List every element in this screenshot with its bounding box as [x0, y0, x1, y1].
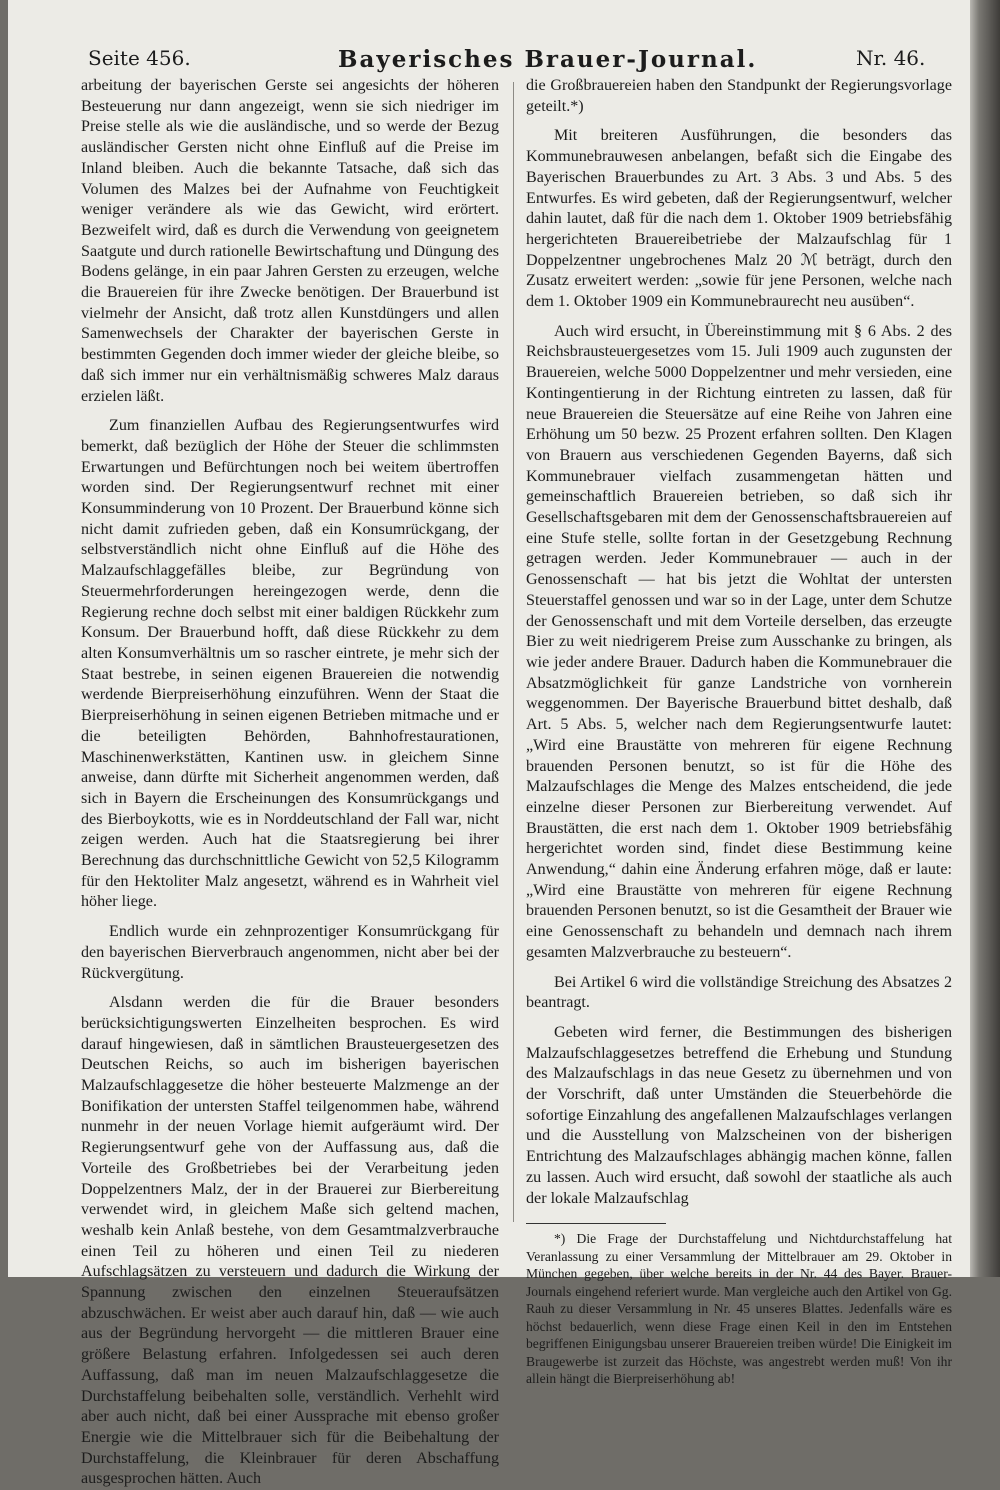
- page-edge-shadow: [970, 0, 1000, 1277]
- paragraph: Zum finanziellen Aufbau des Regierungsentwurfes wird bemerkt, daß bezüglich der Höhe der Steuer die schlimmsten Erwartungen und Befürchtungen noch bei weitem übertroffen worden sind. Der Regierungsentwurf rechnet mit einer Konsumminderung von 10 Prozent. Der Brauerbund könne sich nicht damit zufrieden geben, daß ein Konsumrückgang, der selbstverständlich nicht ohne Einfluß auf die Höhe des Malzaufschlaggefälles bleibe, zur Begründung von Steuermehrforderungen hereingezogen werde, denn die Regierung rechne doch selbst mit einer baldigen Rückkehr zum Konsum. Der Brauerbund hofft, daß diese Rückkehr zu dem alten Konsumverhältnis um so rascher eintrete, je mehr sich der Staat bestrebe, in seinen eigenen Brauereien die notwendig werdende Bierpreiserhöhung einzuführen. Wenn der Staat die Bierpreiserhöhung in seinen eigenen Betrieben mitmache und er die beteiligten Behörden, Bahnhofrestaurationen, Maschinenwerkstätten, Kantinen usw. in gleichem Sinne anweise, dann dürfte mit Sicherheit angenommen werden, daß sich in Bayern die Erscheinungen des Konsumrückgangs und des Bierboykotts, wie es in Norddeutschland der Fall war, nicht zeigen werden. Auch hat die Staatsregierung bei ihrer Berechnung das durchschnittliche Gewicht von 52,5 Kilogramm für den Hektoliter Malz angesetzt, während es in Wahrheit viel höher liege.: [81, 417, 499, 911]
- footnote: *) Die Frage der Durchstaffelung und Nichtdurchstaffelung hat Veranlassung zu einer Versammlung der Mittelbrauer am 29. Oktober in München gegeben, über welche bereits in der Nr. 44 des Bayer. Brauer-Journals eingehend referiert wurde. Man vergleiche auch den Artikel von Gg. Rauh zu dieser Versammlung in Nr. 45 unseres Blattes. Jedenfalls wäre es höchst bedauerlich, wenn diese Frage einen Keil in den im Entstehen begriffenen Einigungsbau unserer Brauereien treiben würde! Die Einigkeit im Braugewerbe ist zurzeit das Höchste, was angestrebt werden muß! Von ihr allein hängt die Bierpreiserhöhung ab!: [526, 1231, 952, 1387]
- left-column: [81, 76, 499, 1488]
- paragraph: Alsdann werden die für die Brauer besonders berücksichtigungswerten Einzelheiten besprochen. Es wird darauf hingewiesen, daß in sämtlichen Brausteuergesetzen des Deutschen Reichs, so auch im bisherigen bayerischen Malzaufschlaggesetze die höher besteuerte Malzmenge an der Bonifikation der untersten Staffel teilgenommen habe, während nunmehr in der neuen Vorlage hiemit aufgeräumt wird. Der Regierungsentwurf gehe von der Auffassung aus, daß die Vorteile des Großbetriebes bei der Verarbeitung jeden Doppelzentners Malz, der in der Brauerei zur Bierbereitung verwendet wird, in gleichem Maße sich geltend machen, weshalb kein Anlaß bestehe, von dem Gesamtmalzverbrauche einen Teil zu höheren und einen Teil zu niederen Aufschlagsätzen zu versteuern und dadurch die Wirkung der Spannung zwischen den einzelnen Steueraufsätzen abzuschwächen. Er weist aber auch darauf hin, daß — wie auch aus der Begründung hervorgeht — die mittleren Brauer eine größere Belastung erfahren. Infolgedessen sei auch deren Auffassung, daß man im neuen Malzaufschlaggesetze die Durchstaffelung beibehalten solle, verständlich. Verhehlt wird aber auch nicht, daß bei einer Aussprache mit ebenso großer Energie wie die Mittelbrauer sich für die Beibehaltung der Durchstaffelung, die Kleinbrauer für deren Abschaffung ausgesprochen hätten. Auch: [81, 994, 499, 1488]
- paragraph: die Großbrauereien haben den Standpunkt der Regierungsvorlage geteilt.*): [526, 77, 952, 115]
- paragraph: Endlich wurde ein zehnprozentiger Konsumrückgang für den bayerischen Bierverbrauch angenommen, nicht aber bei der Rückvergütung.: [81, 923, 499, 982]
- journal-page: [8, 0, 970, 1488]
- page-number: Seite 456.: [88, 46, 191, 70]
- journal-title: Bayerisches Brauer-Journal.: [338, 46, 758, 73]
- page-header: [8, 40, 970, 80]
- paragraph: arbeitung der bayerischen Gerste sei angesichts der höheren Besteuerung nur dann angezeigt, wenn sie sich niedriger im Preise stelle als wie die ausländische, und so werde der Bezug ausländischer Gersten nicht ohne Einfluß auf die Preise im Inland bleiben. Auch die bekannte Tatsache, daß sich das Volumen des Malzes bei der Aufnahme von Feuchtigkeit weniger verändere als wie das Gewicht, wird erörtert. Bezweifelt wird, daß es durch die Verwendung von geeignetem Saatgute und durch rationelle Bewirtschaftung und Düngung des Bodens gelänge, in ein paar Jahren Gersten zu erzeugen, welche die Brauereien für ihre Zwecke benötigen. Der Brauerbund ist vielmehr der Ansicht, daß trotz allen Kunstdüngers und allen Samenwechsels der Charakter der bayerischen Gerste in bestimmten Gegenden doch immer wieder der gleiche bleibe, so daß sich immer nur ein verhältnismäßig schweres Malz daraus erzielen läßt.: [81, 77, 499, 405]
- right-column: [526, 76, 952, 1387]
- column-divider: [513, 82, 514, 1222]
- paragraph: Gebeten wird ferner, die Bestimmungen des bisherigen Malzaufschlaggesetzes betreffend die Erhebung und Stundung des Malzaufschlags in das neue Gesetz zu übernehmen und von der Vorschrift, daß unter Umständen die Steuerbehörde die sofortige Einzahlung des angefallenen Malzaufschlages verlangen und die Ausstellung von Malzscheinen von der bisherigen Entrichtung des Malzaufschlages abhängig machen könne, fallen zu lassen. Auch wird ersucht, daß sowohl der staatliche als auch der lokale Malzaufschlag: [526, 1023, 952, 1207]
- paragraph: Bei Artikel 6 wird die vollständige Streichung des Absatzes 2 beantragt.: [526, 973, 952, 1012]
- paragraph: Auch wird ersucht, in Übereinstimmung mit § 6 Abs. 2 des Reichsbrausteuergesetzes vom 15. Juli 1909 auch zugunsten der Brauereien, welche 5000 Doppelzentner und mehr versieden, eine Kontingentierung in der Richtung eintreten zu lassen, daß für neue Brauereien die Steuersätze auf eine Reihe von Jahren eine Erhöhung um 50 bezw. 25 Prozent erfahren sollten. Den Klagen von Brauern aus verschiedenen Gegenden Bayerns, daß sich Kommunebrauer vielfach zusammengetan hätten und gemeinschaftlich Brauereien betrieben, so daß sich ihr Gesellschaftsgebaren mit dem der Genossenschaftsbrauereien auf eine Stufe stelle, sollte fortan in der Gesetzgebung Rechnung getragen werden. Jeder Kommunebrauer — auch in der Genossenschaft — hat bis jetzt die Wohltat der untersten Steuerstaffel genossen und war so in der Lage, unter dem Schutze der Genossenschaft und mit dem Vorteile derselben, das erzeugte Bier zu weit niedrigerem Preise zum Ausschanke zu bringen, als wie jeder andere Brauer. Dadurch haben die Kommunebrauer die Absatzmöglichkeit für ganze Landstriche von vornherein weggenommen. Der Bayerische Brauerbund bittet deshalb, daß Art. 5 Abs. 5, welcher nach dem Regierungsentwurfe lautet: „Wird eine Braustätte von mehreren für eigene Rechnung brauenden Personen benutzt, so ist für die Höhe des Malzaufschlages die Menge des Malzes entscheidend, die jede einzelne dieser Personen zur Bierbereitung verwendet. Auf Braustätten, die erst nach dem 1. Oktober 1909 betriebsfähig hergerichtet worden sind, findet diese Bestimmung keine Anwendung,“ dahin eine Änderung erfahren möge, daß er laute: „Wird eine Braustätte von mehreren für eigene Rechnung brauenden Personen benutzt, so ist die Gesamtheit der Brauer wie eine Genossenschaft zu behandeln und demnach nach ihrem gesamten Malzverbrauche zu besteuern“.: [526, 322, 952, 961]
- issue-number: Nr. 46.: [856, 46, 926, 70]
- footnote-rule: [526, 1223, 666, 1224]
- paragraph: Mit breiteren Ausführungen, die besonders das Kommunebrauwesen anbelangen, befaßt sich die Eingabe des Bayerischen Brauerbundes zu Art. 3 Abs. 3 und Abs. 5 des Entwurfes. Es wird gebeten, daß der Regierungsentwurf, welcher dahin lautet, daß für die nach dem 1. Oktober 1909 betriebsfähig hergerichteten Brauereibetriebe der Malzaufschlag für 1 Doppelzentner ungebrochenes Malz 20 ℳ beträgt, durch den Zusatz erweitert werden: „sowie für jene Personen, welche nach dem 1. Oktober 1909 ein Kommunebraurecht neu ausüben“.: [526, 127, 952, 311]
